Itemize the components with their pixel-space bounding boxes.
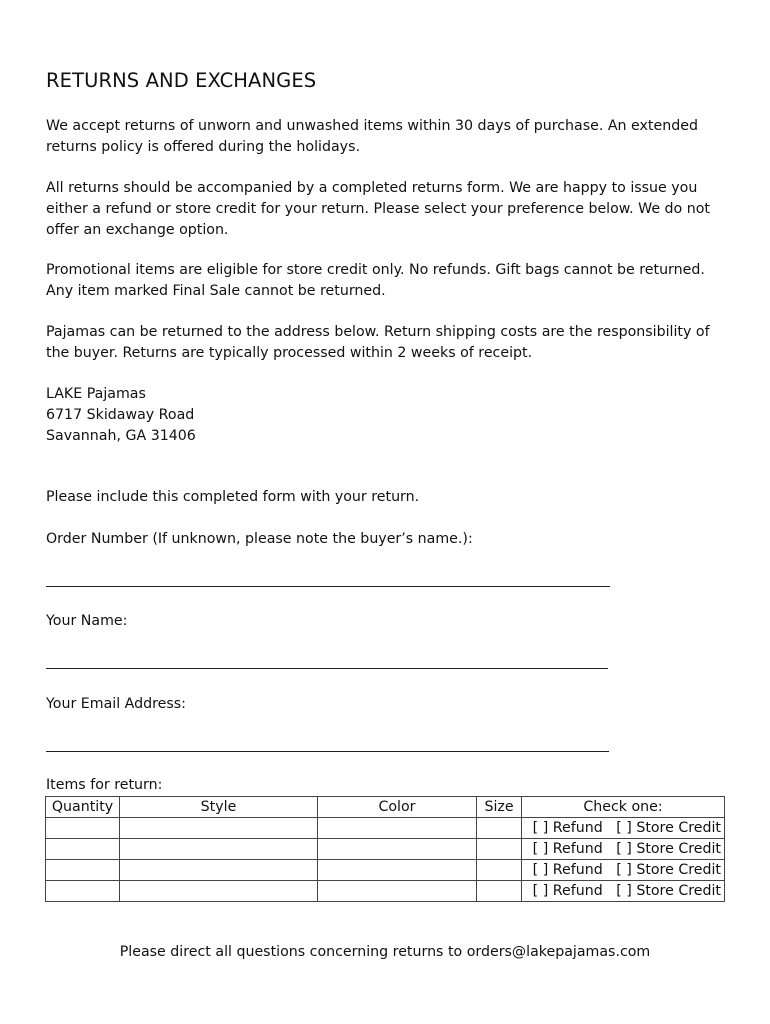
- order-number-label: Order Number (If unknown, please note the buyer’s name.):: [46, 531, 473, 547]
- header-quantity: Quantity: [46, 797, 120, 818]
- size-cell[interactable]: [477, 860, 522, 881]
- table-row: [46, 860, 725, 881]
- your-name-label: Your Name:: [46, 613, 128, 629]
- address-city: Savannah, GA 31406: [46, 428, 196, 444]
- header-color: Color: [318, 797, 477, 818]
- color-cell[interactable]: [318, 860, 477, 881]
- color-cell[interactable]: [318, 839, 477, 860]
- refund-store-credit-choice[interactable]: [ ] Refund [ ] Store Credit: [522, 839, 725, 860]
- page-title: RETURNS AND EXCHANGES: [46, 69, 317, 92]
- style-cell[interactable]: [120, 860, 318, 881]
- your-name-field[interactable]: [46, 668, 608, 669]
- refund-store-credit-choice[interactable]: [ ] Refund [ ] Store Credit: [522, 860, 725, 881]
- quantity-cell[interactable]: [46, 881, 120, 902]
- style-cell[interactable]: [120, 818, 318, 839]
- email-address-label: Your Email Address:: [46, 696, 186, 712]
- address-street: 6717 Skidaway Road: [46, 407, 195, 423]
- refund-store-credit-choice[interactable]: [ ] Refund [ ] Store Credit: [522, 818, 725, 839]
- form-intro: Please include this completed form with your return.: [46, 489, 420, 505]
- policy-paragraph-refund-options: All returns should be accompanied by a completed returns form. We are happy to issue you either a refund or store credit for your return. Please select your preference below. We do not offer an exchange option.: [46, 180, 710, 238]
- table-row: [46, 881, 725, 902]
- table-row: [46, 839, 725, 860]
- refund-store-credit-choice[interactable]: [ ] Refund [ ] Store Credit: [522, 881, 725, 902]
- size-cell[interactable]: [477, 818, 522, 839]
- quantity-cell[interactable]: [46, 818, 120, 839]
- color-cell[interactable]: [318, 881, 477, 902]
- quantity-cell[interactable]: [46, 839, 120, 860]
- table-row: [46, 818, 725, 839]
- style-cell[interactable]: [120, 881, 318, 902]
- footer-contact-note: Please direct all questions concerning returns to orders@lakepajamas.com: [119, 944, 651, 960]
- order-number-field[interactable]: [46, 586, 610, 587]
- email-address-field[interactable]: [46, 751, 609, 752]
- size-cell[interactable]: [477, 839, 522, 860]
- quantity-cell[interactable]: [46, 860, 120, 881]
- style-cell[interactable]: [120, 839, 318, 860]
- header-check-one: Check one:: [522, 797, 725, 818]
- size-cell[interactable]: [477, 881, 522, 902]
- header-size: Size: [477, 797, 522, 818]
- header-style: Style: [120, 797, 318, 818]
- table-header-row: [46, 797, 725, 818]
- policy-paragraph-shipping: Pajamas can be returned to the address below. Return shipping costs are the responsibility of the buyer. Returns are typically processed within 2 weeks of receipt.: [46, 324, 710, 361]
- address-name: LAKE Pajamas: [46, 386, 146, 402]
- policy-paragraph-promotional-items: Promotional items are eligible for store credit only. No refunds. Gift bags cannot be returned. Any item marked Final Sale cannot be returned.: [46, 262, 705, 299]
- items-for-return-label: Items for return:: [46, 777, 163, 793]
- color-cell[interactable]: [318, 818, 477, 839]
- policy-paragraph-returns-window: We accept returns of unworn and unwashed items within 30 days of purchase. An extended returns policy is offered during the holidays.: [46, 118, 698, 155]
- items-table: [45, 796, 725, 902]
